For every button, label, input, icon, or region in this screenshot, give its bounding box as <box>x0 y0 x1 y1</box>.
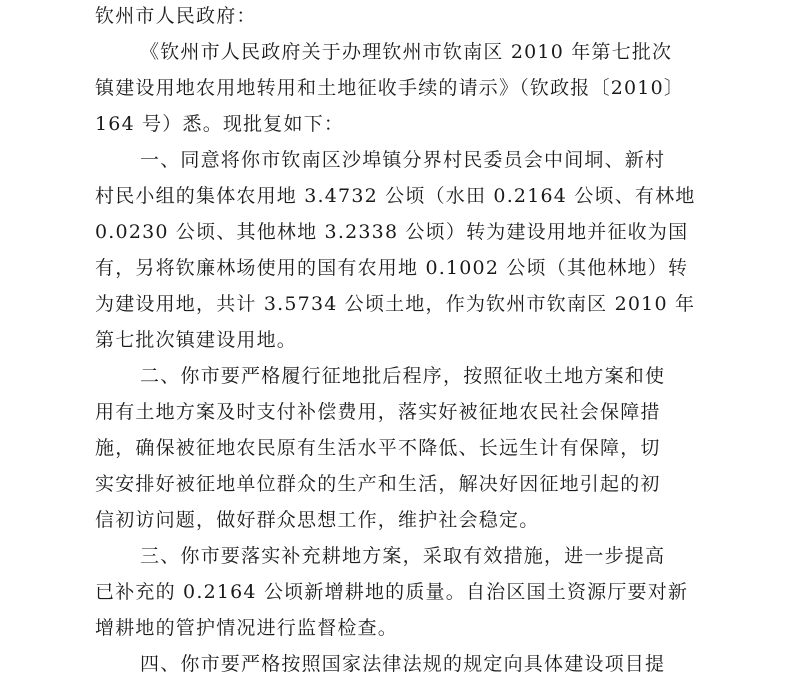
salutation: 钦州市人民政府： <box>95 5 257 27</box>
item-2-line-1: 二、你市要严格履行征地批后程序，按照征收土地方案和使 <box>140 365 666 387</box>
item-1-line-2: 村民小组的集体农用地 3.4732 公顷（水田 0.2164 公顷、有林地 <box>95 185 696 207</box>
item-3-line-1: 三、你市要落实补充耕地方案，采取有效措施，进一步提高 <box>140 545 666 567</box>
item-1-line-1: 一、同意将你市钦南区沙埠镇分界村民委员会中间垌、新村 <box>140 149 666 171</box>
item-3-line-3: 增耕地的管护情况进行监督检查。 <box>95 617 399 639</box>
item-1-line-6: 第七批次镇建设用地。 <box>95 329 298 351</box>
intro-line-3: 164 号）悉。现批复如下： <box>95 113 345 135</box>
item-2-line-3: 施，确保被征地农民原有生活水平不降低、长远生计有保障，切 <box>95 437 661 459</box>
item-3-line-2: 已补充的 0.2164 公顷新增耕地的质量。自治区国土资源厅要对新 <box>95 581 689 603</box>
item-1-line-5: 为建设用地，共计 3.5734 公顷土地，作为钦州市钦南区 2010 年 <box>95 293 696 315</box>
item-2-line-4: 实安排好被征地单位群众的生产和生活，解决好因征地引起的初 <box>95 473 661 495</box>
item-2-line-2: 用有土地方案及时支付补偿费用，落实好被征地农民社会保障措 <box>95 401 661 423</box>
item-4-line-1: 四、你市要严格按照国家法律法规的规定向具体建设项目提 <box>140 653 666 675</box>
item-1-line-3: 0.0230 公顷、其他林地 3.2338 公顷）转为建设用地并征收为国 <box>95 221 689 243</box>
item-1-line-4: 有，另将钦廉林场使用的国有农用地 0.1002 公顷（其他林地）转 <box>95 257 689 279</box>
intro-line-1: 《钦州市人民政府关于办理钦州市钦南区 2010 年第七批次 <box>140 41 673 63</box>
intro-line-2: 镇建设用地农用地转用和土地征收手续的请示》（钦政报〔2010〕 <box>95 77 685 99</box>
item-2-line-5: 信初访问题，做好群众思想工作，维护社会稳定。 <box>95 509 540 531</box>
